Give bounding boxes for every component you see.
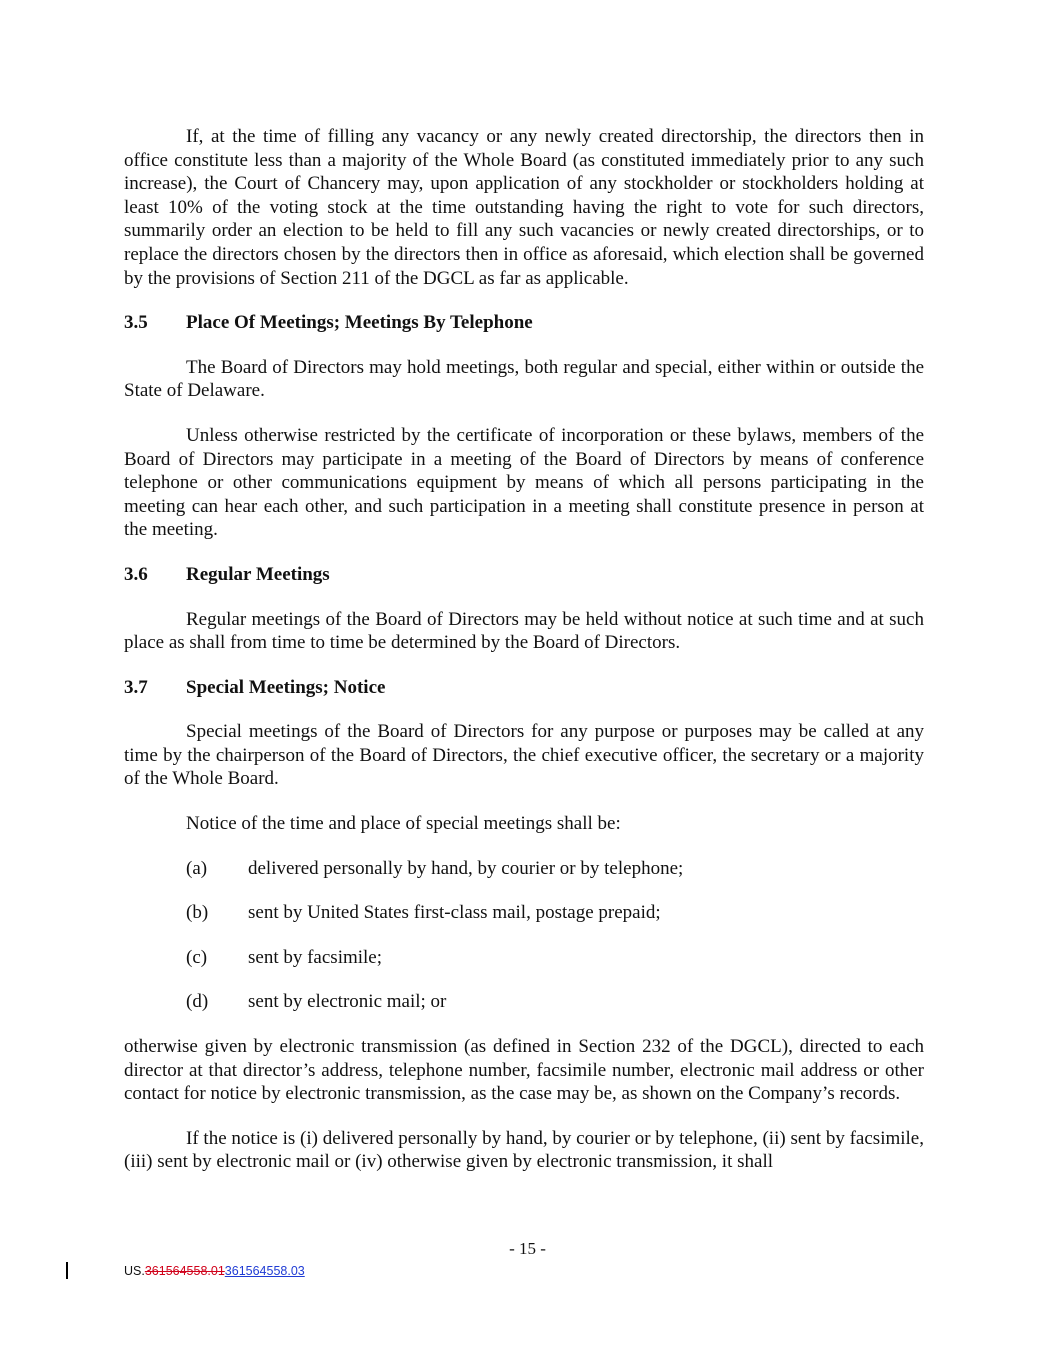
list-item [186,946,924,970]
document-id-footer [124,1264,305,1278]
inserted-document-id: 361564558.03 [224,1264,305,1278]
revision-change-bar [66,1262,68,1279]
list-text: sent by facsimile; [248,946,383,968]
paragraph-vacancy-court-of-chancery: If, at the time of filling any vacancy or any newly created directorship, the directors then in office constitute less than a majority of the Whole Board (as constituted immediately prior to any such increase), the Court of Chancery may, upon application of any stockholder or stockholders holding at least 10% of the voting stock at the time outstanding having the right to vote for such directors, summarily order an election to be held to fill any such vacancies or newly created directorships, or to replace the directors chosen by the directors then in office as aforesaid, which election shall be governed by the provisions of Section 211 of the DGCL as far as applicable. [124,126,924,289]
list-item [186,901,924,925]
paragraph-meeting-location: The Board of Directors may hold meetings, both regular and special, either within or outside the State of Delaware. [124,356,924,402]
deleted-document-id: 361564558.01 [144,1264,225,1278]
section-title: Special Meetings; Notice [186,676,386,698]
paragraph-electronic-transmission: otherwise given by electronic transmission (as defined in Section 232 of the DGCL), directed to each director at that director’s address, telephone number, facsimile number, electronic mail address or other contact for notice by electronic transmission, as the case may be, as shown on the Company’s records. [124,1036,924,1105]
section-heading-3-7 [124,676,924,700]
page-number: - 15 - [509,1239,546,1258]
section-heading-3-5 [124,311,924,335]
section-number: 3.5 [124,312,148,334]
list-text: sent by United States first-class mail, postage prepaid; [248,902,661,924]
section-title: Regular Meetings [186,563,330,585]
document-body [124,125,924,1195]
section-number: 3.7 [124,676,148,698]
list-marker: (d) [186,991,209,1013]
footer-prefix: US. [124,1264,145,1278]
paragraph-regular-meetings: Regular meetings of the Board of Directors may be held without notice at such time and at such place as shall from time to time be determined by the Board of Directors. [124,608,924,654]
section-title: Place Of Meetings; Meetings By Telephone [186,312,533,334]
list-marker: (a) [186,857,208,879]
paragraph-notice-intro: Notice of the time and place of special meetings shall be: [186,813,621,835]
list-marker: (c) [186,946,208,968]
list-item [186,990,924,1014]
section-number: 3.6 [124,563,148,585]
paragraph-special-meetings-call: Special meetings of the Board of Directors for any purpose or purposes may be called at any time by the chairperson of the Board of Directors, the chief executive officer, the secretary or a majority of the Whole Board. [124,721,924,790]
paragraph-notice-delivery: If the notice is (i) delivered personally by hand, by courier or by telephone, (ii) sent by facsimile, (iii) sent by electronic mail or (iv) otherwise given by electronic transmission, it shall [124,1127,924,1173]
list-item [186,857,924,881]
list-text: delivered personally by hand, by courier or by telephone; [248,857,684,879]
paragraph-telephone-participation: Unless otherwise restricted by the certificate of incorporation or these bylaws, members of the Board of Directors may participate in a meeting of the Board of Directors by means of conference telephone or other communications equipment by means of which all persons participating in the meeting can hear each other, and such participation in a meeting shall constitute presence in person at the meeting. [124,424,924,541]
list-text: sent by electronic mail; or [248,991,447,1013]
section-heading-3-6 [124,563,924,587]
list-marker: (b) [186,902,209,924]
